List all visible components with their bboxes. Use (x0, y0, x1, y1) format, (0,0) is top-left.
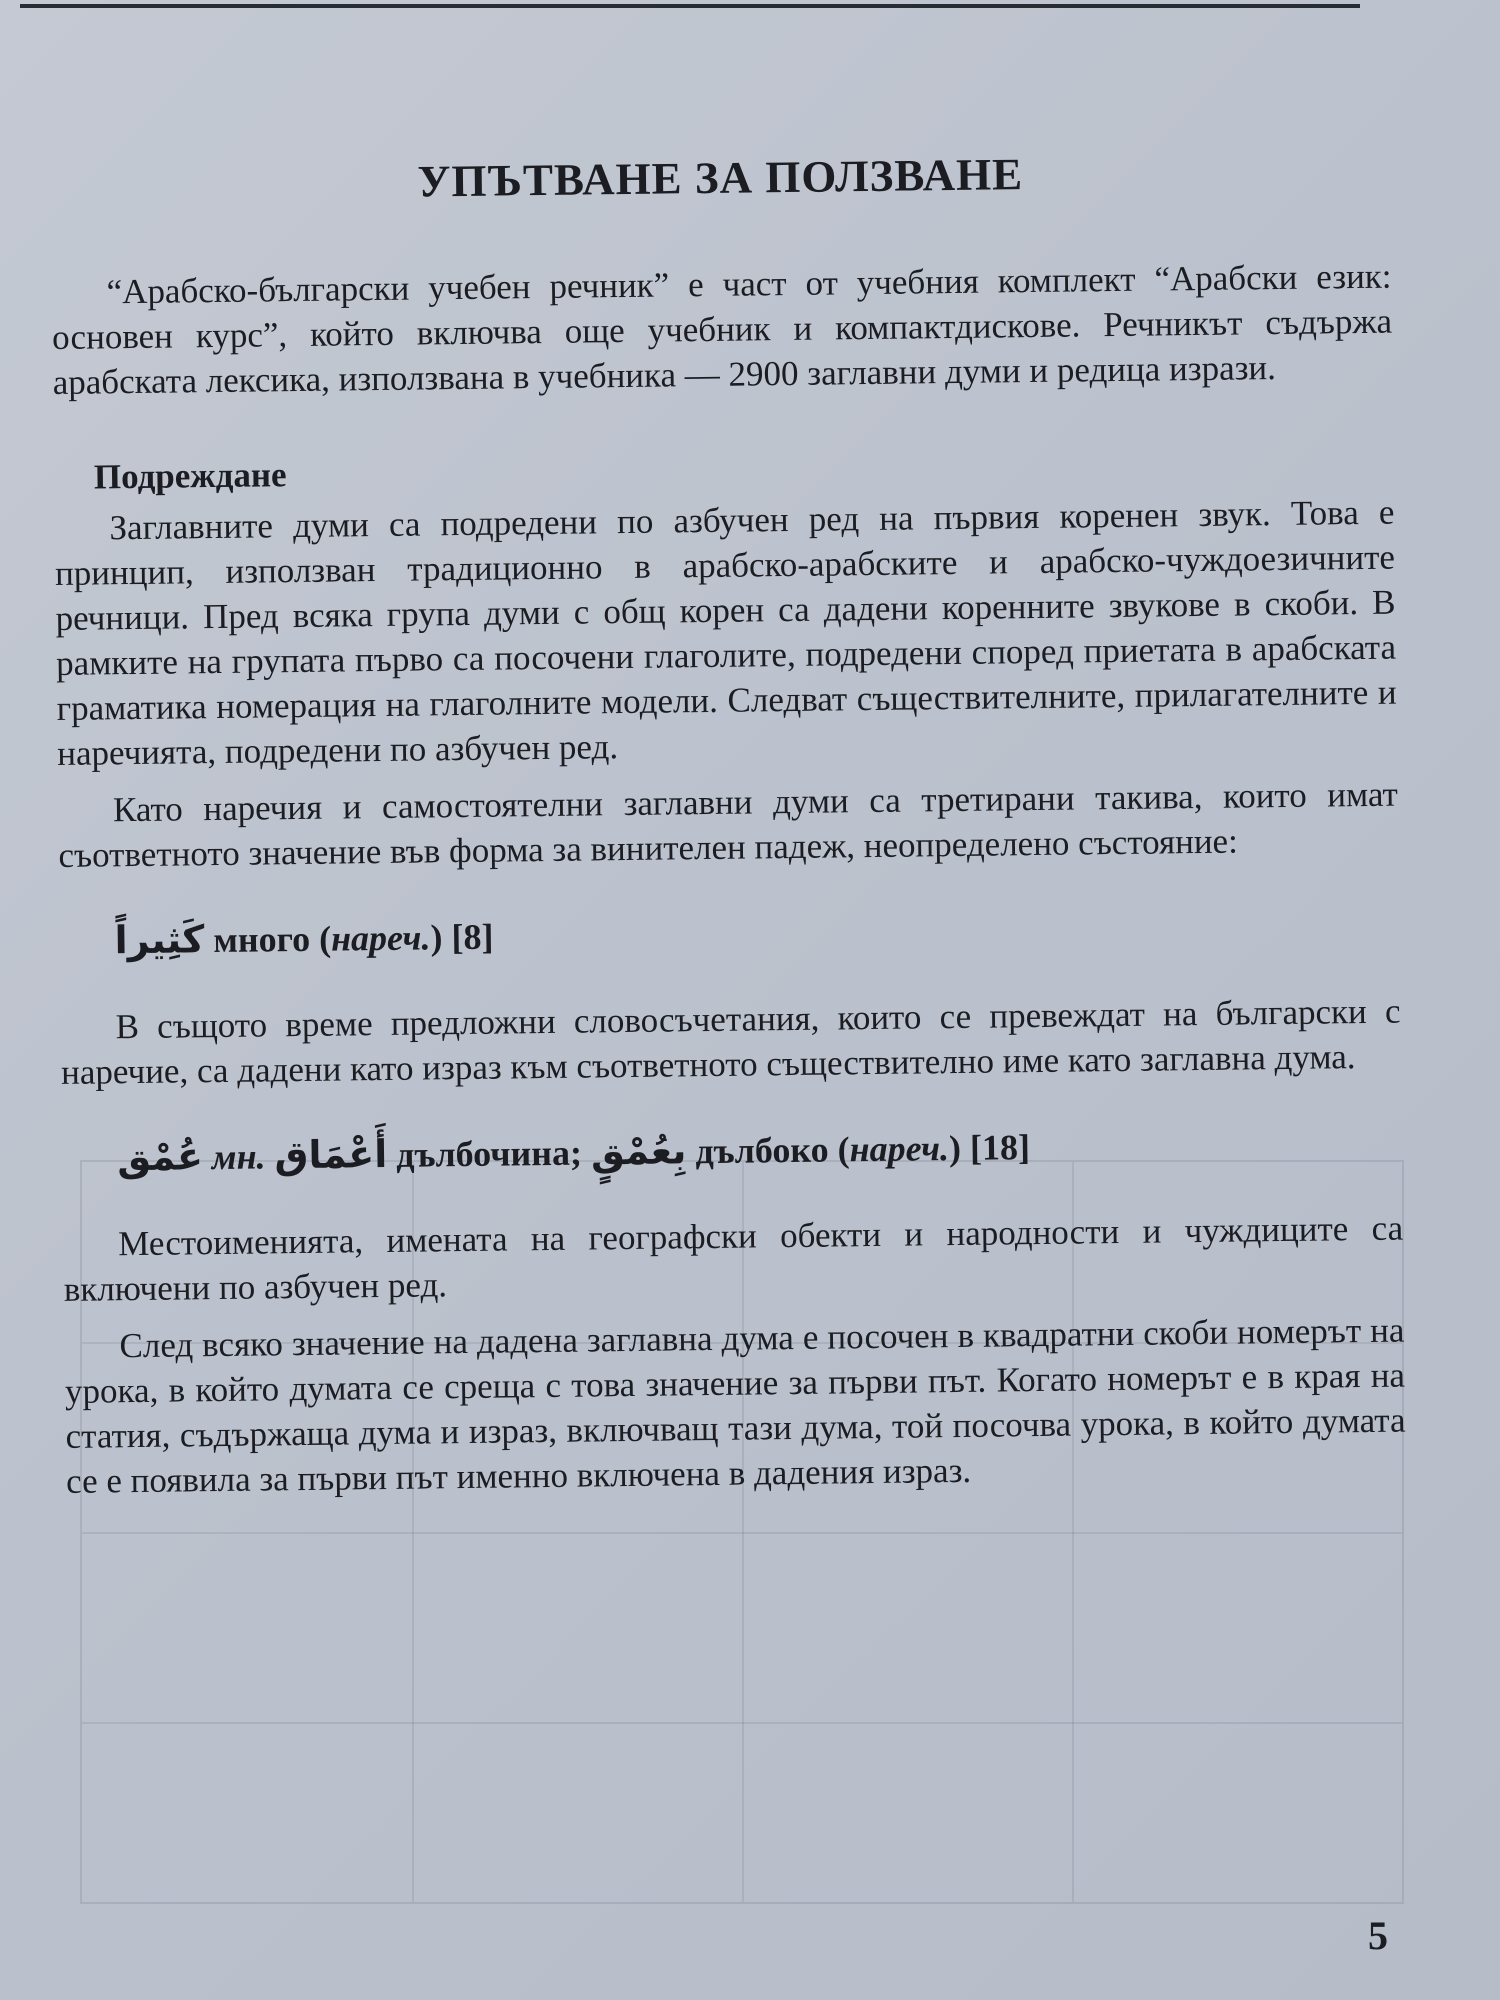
top-rule (20, 4, 1360, 8)
arabic-headword: كَثِيراً (114, 917, 205, 963)
arabic-headword: عُمْق (116, 1134, 204, 1180)
lesson-number: [18] (969, 1127, 1031, 1168)
paragraph-adverbs: Като наречия и самостоятелни заглавни думи са третирани такива, които имат съответното значение във форма за винителен падеж, неопределено състояние: (58, 774, 1399, 875)
dictionary-example-2: عُمْق мн. أَعْمَاق дълбочина; بِعُمْقٍ дълбоко (нареч.) [18] (116, 1127, 1031, 1180)
dictionary-example-1: كَثِيراً много (нареч.) [8] (114, 916, 494, 963)
paragraph-pronouns: Местоименията, имената на географски обекти и народности и чуждиците са включени по азбучен ред. (63, 1208, 1404, 1309)
headword-gloss: дълбочина; (395, 1132, 583, 1175)
page-title: УПЪТВАНЕ ЗА ПОЛЗВАНЕ (417, 149, 1024, 207)
arabic-plural: أَعْمَاق (274, 1131, 388, 1178)
part-of-speech: нареч. (330, 917, 431, 959)
arabic-phrase: بِعُمْقٍ (590, 1128, 687, 1174)
paragraph-ordering: Заглавните думи са подредени по азбучен ред на първия коренен звук. Това е принцип, използван традиционно в арабско-арабските и арабско-чуждоезичните речници. Пред всяка група думи с общ корен са дадени коренните звукове в скоби. В рамките на групата първо са посочени глаголите, подредени според приетата в арабската граматика номерация на глаголните модели. Следват съществителните, прилагателните и наречията, подредени по азбучен ред. (54, 492, 1397, 773)
section-heading: Подреждане (93, 455, 287, 497)
paragraph-lesson-numbers: След всяко значение на дадена заглавна дума е посочен в квадратни скоби номерът на урока, в който думата се среща с това значение за първи път. Когато номерът е в края на статия, съдържаща дума и израз, включващ тази дума, той посочва урока, в който думата се е появила за първи път именно включена в дадения израз. (64, 1310, 1406, 1501)
part-of-speech: нареч. (849, 1128, 950, 1170)
intro-paragraph: “Арабско-български учебен речник” е част от учебния комплект “Арабски език: основен курс”, който включва още учебник и компактдискове. Речникът съдържа арабската лексика, използвана в учебника — 2900 заглавни думи и редица изрази. (51, 256, 1393, 402)
plural-label: мн. (211, 1136, 266, 1178)
page-content (50, 144, 1406, 1504)
lesson-number: [8] (451, 916, 494, 958)
phrase-gloss: дълбоко (695, 1129, 829, 1172)
headword-gloss: много (213, 918, 311, 961)
paragraph-phrases: В същото време предложни словосъчетания, които се превеждат на български с наречие, са дадени като израз към съответното съществително име като заглавна дума. (60, 991, 1401, 1092)
page-number: 5 (1368, 1913, 1388, 1958)
